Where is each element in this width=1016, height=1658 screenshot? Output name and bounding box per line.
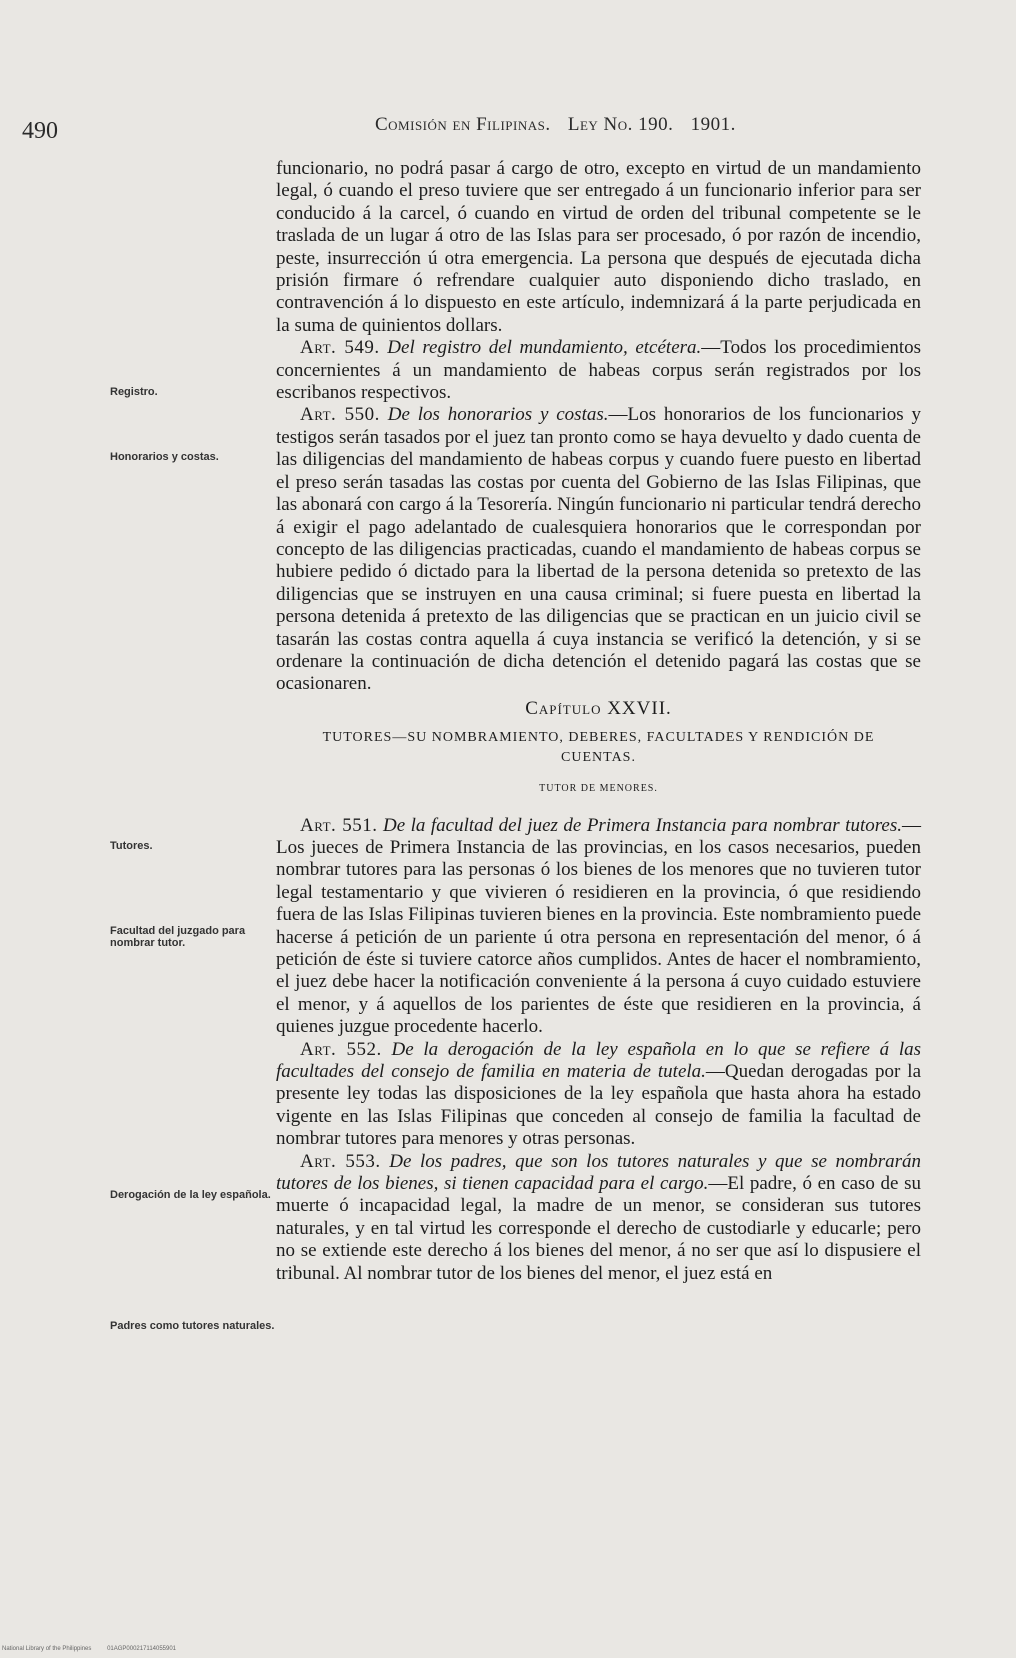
article-551-title: De la facultad del juez de Primera Instancia para nombrar tutores. xyxy=(383,814,902,836)
margin-note-tutores: Tutores. xyxy=(110,840,153,852)
article-552-text: —Quedan derogadas por la presente ley todas las disposiciones de la ley española que hasta ahora ha estado vigente en las Islas Filipinas que conceden al consejo de familia la facultad de nombrar tutores para menores y otras personas. xyxy=(276,1061,921,1150)
margin-note-facultad: Facultad del juzgado para nombrar tutor. xyxy=(110,925,246,949)
margin-note-derogacion: Derogación de la ley española. xyxy=(110,1189,271,1201)
article-550-title: De los honorarios y costas. xyxy=(387,404,609,426)
running-head-year: 1901. xyxy=(690,114,736,135)
article-550 xyxy=(276,404,921,695)
article-552 xyxy=(276,1039,921,1151)
body-text xyxy=(276,158,921,1285)
running-head-commission: Comisión en Filipinas. xyxy=(375,114,551,135)
running-head-law: Ley No. 190. xyxy=(567,114,674,135)
footer-id: 01AGP000217114055901 xyxy=(107,1646,177,1652)
article-549-text: —Todos los procedimientos concernientes á un mandamiento de habeas corpus serán registrados por los escribanos respectivos. xyxy=(276,337,922,404)
article-550-text: —Los honorarios de los funcionarios y testigos serán tasados por el juez tan pronto como se haya devuelto y dado cuenta de las diligencias del mandamiento de habeas corpus y cuando fuere puesto en libertad el preso serán tasadas las costas por cuenta del Gobierno de las Islas Filipinas, que las abonará con cargo á la Tesorería. Ningún funcionario ni particular tendrá derecho á exigir el pago adelantado de cualesquiera honorarios que le correspondan por concepto de las diligencias practicadas, cuando el mandamiento de habeas corpus se hubiere pedido ó dictado para la libertad de la persona detenida so pretexto de las diligencias que se instruyen en una causa criminal; si fuere puesta en libertad la persona detenida á pretexto de las diligencias que se practican en un juicio civil se tasarán las costas contra aquella á cuya instancia se verificó la detención, y si se ordenare la continuación de dicha detención el detenido pagará las costas que se ocasionaren. xyxy=(276,404,921,695)
article-551 xyxy=(276,815,921,1039)
article-551-number: Art. 551. xyxy=(300,814,378,836)
article-550-number: Art. 550. xyxy=(300,404,380,426)
article-552-title: De la derogación de la ley española en lo que se refiere á las facultades del consejo de familia en materia de tutela. xyxy=(276,1038,921,1083)
article-551-text: —Los jueces de Primera Instancia de las provincias, en los casos necesarios, pueden nombrar tutores para las personas ó los bienes de los menores que no tuvieren tutor legal testamentario y que vivieren ó residieren en la provincia, ó que residiendo fuera de las Islas Filipinas tuvieren bienes en la provincia. Este nombramiento puede hacerse á petición de un pariente ú otra persona en representación del menor, ó á petición de éste si tuviere catorce años cumplidos. Antes de hacer el nombramiento, el juez debe hacer la notificación conveniente á la persona á cuyo cuidado estuviere el menor, y á aquellos de los parientes de éste que residieren en la provincia, á quienes juzgue procedente hacerlo. xyxy=(276,814,921,1038)
article-553-text: —El padre, ó en caso de su muerte ó incapacidad legal, la madre de un menor, se consideran sus tutores naturales, y en tal virtud les corresponde el derecho de custodiarle y educarle; pero no se extiende este derecho á los bienes del menor, á no ser que así lo dispusiere el tribunal. Al nombrar tutor de los bienes del menor, el juez está en xyxy=(276,1173,921,1284)
continuation-paragraph: funcionario, no podrá pasar á cargo de otro, excepto en virtud de un mandamiento legal, ó cuando el preso tuviere que ser entregado á un funcionario inferior para ser conducido á la carcel, ó cuando en virtud de orden del tribunal competente se le traslada de un lugar á otro de las Islas para ser procesado, ó por razón de incendio, peste, insurrección ú otra emergencia. La persona que después de ejecutada dicha prisión firmare ó refrendare cualquier auto disponiendo dicho traslado, en contravención á lo dispuesto en este artículo, indemnizará á la parte perjudicada en la suma de quinientos dollars. xyxy=(276,158,921,336)
footer-library: National Library of the Philippines xyxy=(2,1646,92,1652)
page-number: 490 xyxy=(22,118,58,144)
section-heading: TUTORES—SU NOMBRAMIENTO, DEBERES, FACULTADES Y RENDICIÓN DE CUENTAS. xyxy=(322,730,875,766)
article-553-title: De los padres, que son los tutores naturales y que se nombrarán tutores de los bienes, si tienen capacidad para el cargo. xyxy=(276,1150,921,1195)
article-553 xyxy=(276,1151,921,1285)
subheading: TUTOR DE MENORES. xyxy=(539,783,658,795)
article-549-number: Art. 549. xyxy=(300,337,380,359)
article-553-number: Art. 553. xyxy=(300,1150,381,1172)
margin-note-registro: Registro. xyxy=(110,386,158,398)
margin-note-honorarios: Honorarios y costas. xyxy=(110,451,219,463)
chapter-heading: Capítulo XXVII. xyxy=(525,697,672,719)
article-552-number: Art. 552. xyxy=(300,1038,382,1060)
running-head xyxy=(375,114,748,136)
article-549 xyxy=(276,337,921,404)
article-549-title: Del registro del mundamiento, etcétera. xyxy=(387,337,702,359)
margin-note-padres: Padres como tutores naturales. xyxy=(110,1320,275,1332)
scan-footer xyxy=(2,1646,190,1652)
